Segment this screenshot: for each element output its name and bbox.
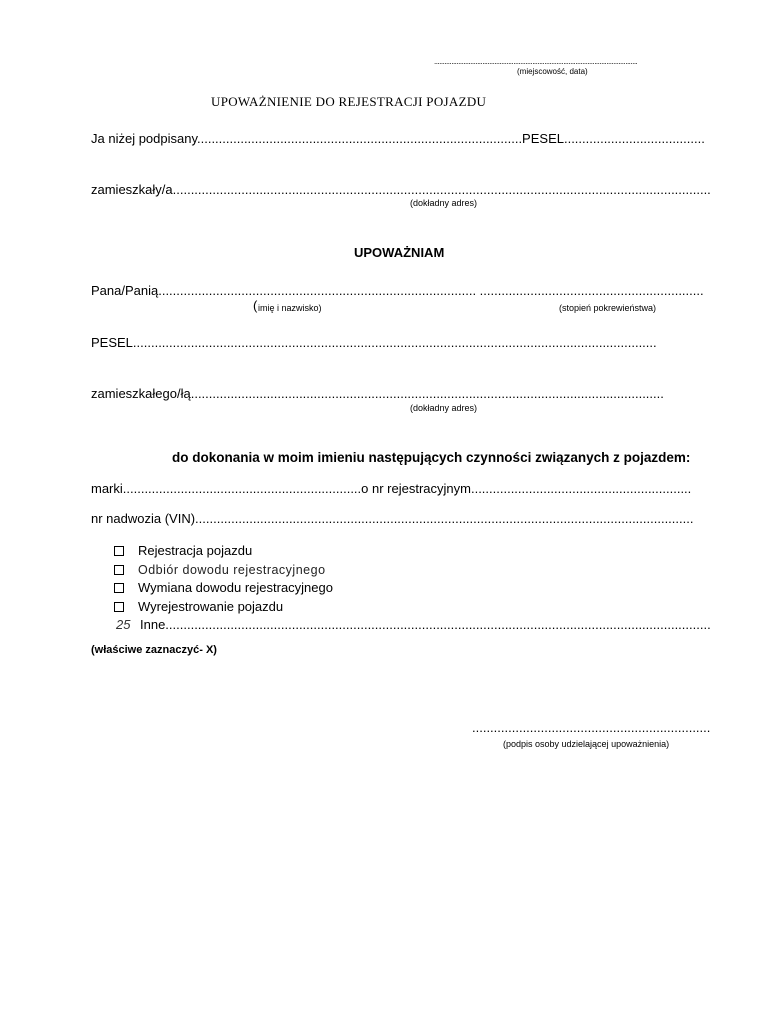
principal-name-field[interactable]: Ja niżej podpisany..........................................................................................PESEL....................................... — [91, 131, 705, 146]
options-list — [112, 542, 711, 635]
principal-address-caption: (dokładny adres) — [410, 198, 478, 208]
checkbox-icon[interactable] — [114, 583, 124, 593]
option-label: Rejestracja pojazdu — [138, 543, 253, 558]
option-other[interactable] — [112, 616, 711, 635]
checkbox-icon[interactable] — [114, 546, 124, 556]
document-title: UPOWAŻNIENIE DO REJESTRACJI POJAZDU — [211, 94, 487, 109]
signature-field[interactable]: .................................................................. — [472, 720, 711, 735]
checkbox-icon[interactable] — [114, 602, 124, 612]
option-deregistration[interactable] — [112, 598, 711, 617]
agent-name-caption-paren: ( — [253, 298, 258, 313]
authorize-heading: UPOWAŻNIAM — [354, 245, 445, 260]
agent-pesel-field[interactable]: PESEL................................................................................................................................................. — [91, 335, 657, 350]
option-label: Wymiana dowodu rejestracyjnego — [138, 580, 333, 595]
option-label: Wyrejestrowanie pojazdu — [138, 598, 284, 614]
agent-name-caption: imię i nazwisko) — [258, 303, 322, 313]
signature-caption: (podpis osoby udzielającej upoważnienia) — [503, 739, 670, 749]
actions-heading: do dokonania w moim imieniu następujących czynności związanych z pojazdem: — [172, 450, 691, 465]
vehicle-vin-field[interactable]: nr nadwozia (VIN).......................................................................................................................................... — [91, 511, 694, 526]
agent-address-caption: (dokładny adres) — [410, 403, 478, 413]
option-registration[interactable] — [112, 542, 711, 561]
agent-relation-caption: (stopień pokrewieństwa) — [559, 303, 657, 313]
option-other-field[interactable]: Inne....................................................................................................................................................... — [140, 617, 711, 632]
mark-instruction-note: (właściwe zaznaczyć- X) — [91, 644, 217, 656]
option-replace-certificate[interactable] — [112, 579, 711, 598]
vehicle-make-field[interactable]: marki..................................................................o nr rejestracyjnym............................................................. — [91, 481, 692, 496]
option-other-number: 25 — [116, 617, 131, 632]
place-date-label: (miejscowość, data) — [517, 67, 588, 76]
agent-name-field[interactable]: Pana/Panią........................................................................................ .............................................................. — [91, 283, 704, 298]
principal-address-field[interactable]: zamieszkały/a..................................................................................................................................................... — [91, 182, 711, 197]
checkbox-icon[interactable] — [114, 565, 124, 575]
option-label: Odbiór dowodu rejestracyjnego — [138, 562, 326, 577]
option-collect-certificate[interactable] — [112, 561, 711, 580]
place-date-field[interactable]: ...................................................................................................................... — [434, 57, 638, 66]
agent-address-field[interactable]: zamieszkałego/łą................................................................................................................................... — [91, 386, 664, 401]
